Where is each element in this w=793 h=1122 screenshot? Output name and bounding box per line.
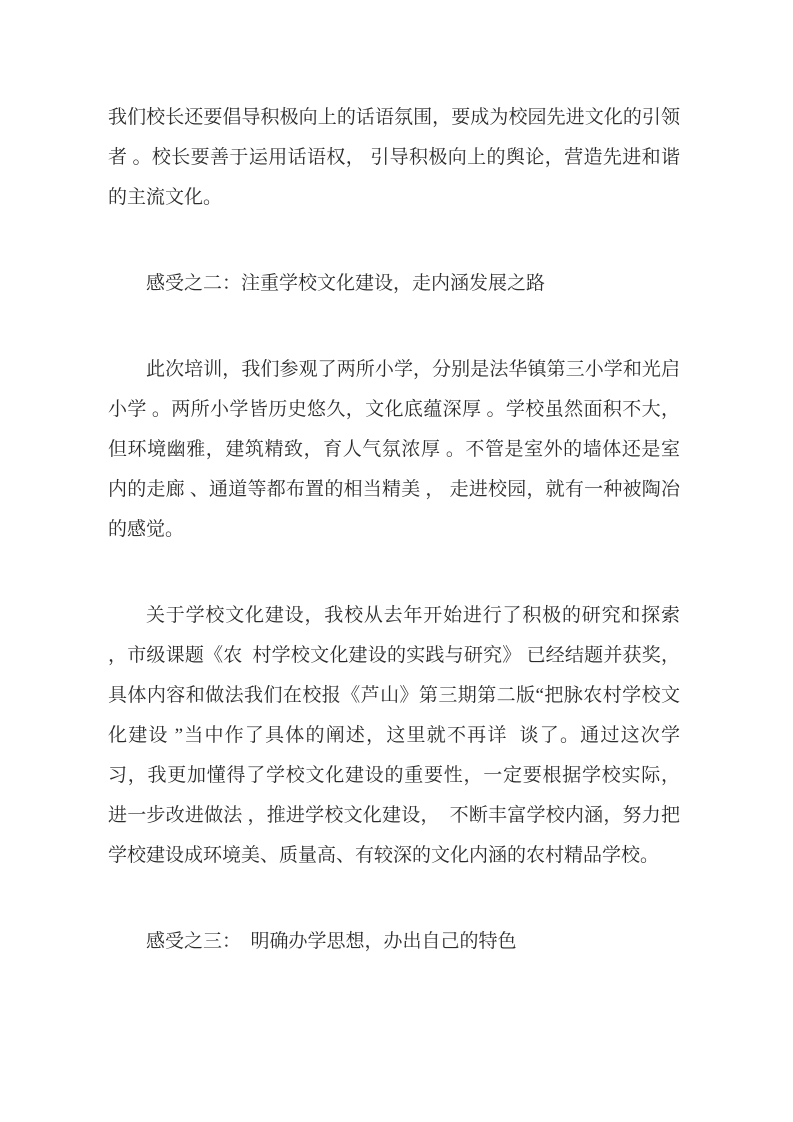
section-heading-2: 感受之二：注重学校文化建设，走内涵发展之路 <box>146 273 546 294</box>
document-content <box>108 98 685 1008</box>
section-heading-3: 感受之三： 明确办学思想，办出自己的特色 <box>146 931 517 952</box>
body-paragraph-research: 关于学校文化建设，我校从去年开始进行了积极的研究和探索 ，市级课题《农 村学校文化建设的实践与研究》 已经结题并获奖，具体内容和做法我们在校报《芦山》第三期第二版“把脉农村学校文化建设 ”当中作了具体的阐述，这里就不再详 谈了。通过这次学习，我更加懂得了学校文化建设的重要性，一定要根据学校实际， 进一步改进做法 ，推进学校文化建设， 不断丰富学校内涵，努力把学校建设成环境美、质量高、有较深的文化内涵的农村精品学校。 <box>108 605 685 866</box>
body-paragraph-visit: 此次培训，我们参观了两所小学，分别是法华镇第三小学和光启小学 。两所小学皆历史悠久，文化底蕴深厚 。学校虽然面积不大，但环境幽雅，建筑精致，育人气氛浓厚 。不管是室外的墙体还是室内的走廊 、通道等都布置的相当精美 ， 走进校园，就有一种被陶冶的感觉。 <box>108 359 680 540</box>
body-paragraph-continuation: 我们校长还要倡导积极向上的话语氛围，要成为校园先进文化的引领者 。校长要善于运用话语权， 引导积极向上的舆论，营造先进和谐的主流文化。 <box>108 107 680 208</box>
